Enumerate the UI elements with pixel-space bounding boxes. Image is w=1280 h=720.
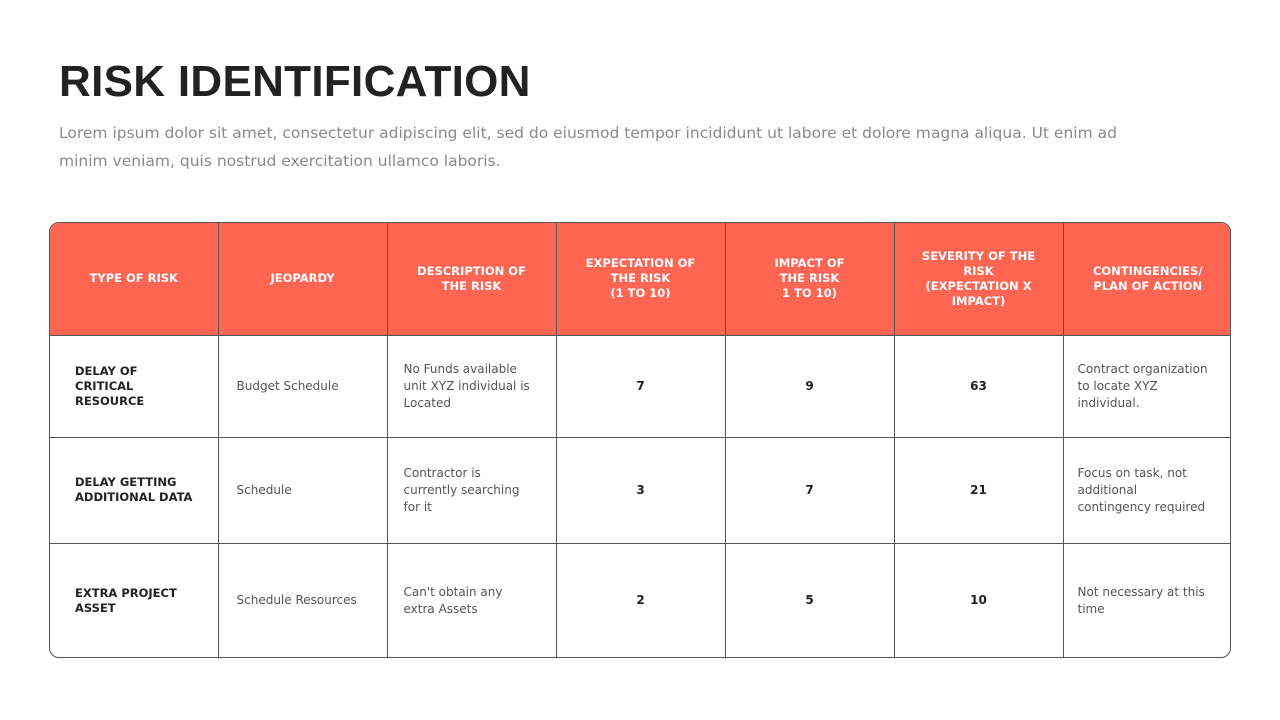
table-row <box>50 543 1231 658</box>
header-impact: IMPACT OF THE RISK 1 TO 10) <box>725 223 894 335</box>
cell-plan-of-action: Not necessary at this time <box>1077 584 1205 616</box>
table-header-row <box>50 223 1231 335</box>
cell-severity: 63 <box>894 335 1063 437</box>
header-type-of-risk: TYPE OF RISK <box>50 223 218 335</box>
cell-type-of-risk: DELAY GETTING ADDITIONAL DATA <box>50 437 218 543</box>
cell-plan-of-action: Contract organization to locate XYZ individual. <box>1063 335 1231 437</box>
table-row <box>50 335 1231 437</box>
header-expectation: EXPECTATION OF THE RISK (1 TO 10) <box>556 223 725 335</box>
header-jeopardy: JEOPARDY <box>218 223 387 335</box>
risk-table <box>49 222 1231 658</box>
cell-impact: 5 <box>725 543 894 658</box>
cell-description: No Funds available unit XYZ individual is Located <box>387 335 556 437</box>
cell-impact: 7 <box>725 437 894 543</box>
table-row <box>50 437 1231 543</box>
cell-expectation: 3 <box>556 437 725 543</box>
header-contingencies: CONTINGENCIES/ PLAN OF ACTION <box>1063 223 1231 335</box>
cell-severity: 10 <box>894 543 1063 658</box>
cell-impact: 9 <box>725 335 894 437</box>
cell-jeopardy: Budget Schedule <box>218 335 387 437</box>
cell-expectation: 2 <box>556 543 725 658</box>
cell-severity: 21 <box>894 437 1063 543</box>
cell-type-of-risk: DELAY OF CRITICAL RESOURCE <box>50 335 218 437</box>
cell-jeopardy: Schedule Resources <box>218 543 387 658</box>
header-description: DESCRIPTION OF THE RISK <box>387 223 556 335</box>
cell-description: Can't obtain any extra Assets <box>387 543 556 658</box>
page-subtitle: Lorem ipsum dolor sit amet, consectetur adipiscing elit, sed do eiusmod tempor incididunt ut labore et dolore magna aliqua. Ut enim ad minim veniam, quis nostrud exercitation ullamco laboris. <box>59 124 1117 170</box>
page-title: RISK IDENTIFICATION <box>59 57 531 106</box>
cell-plan-of-action: Focus on task, not additional contingency required <box>1063 437 1231 543</box>
cell-description: Contractor is currently searching for it <box>387 437 556 543</box>
cell-expectation: 7 <box>556 335 725 437</box>
cell-jeopardy: Schedule <box>218 437 387 543</box>
cell-type-of-risk: EXTRA PROJECT ASSET <box>50 543 218 658</box>
header-severity: SEVERITY OF THE RISK (EXPECTATION X IMPACT) <box>894 223 1063 335</box>
